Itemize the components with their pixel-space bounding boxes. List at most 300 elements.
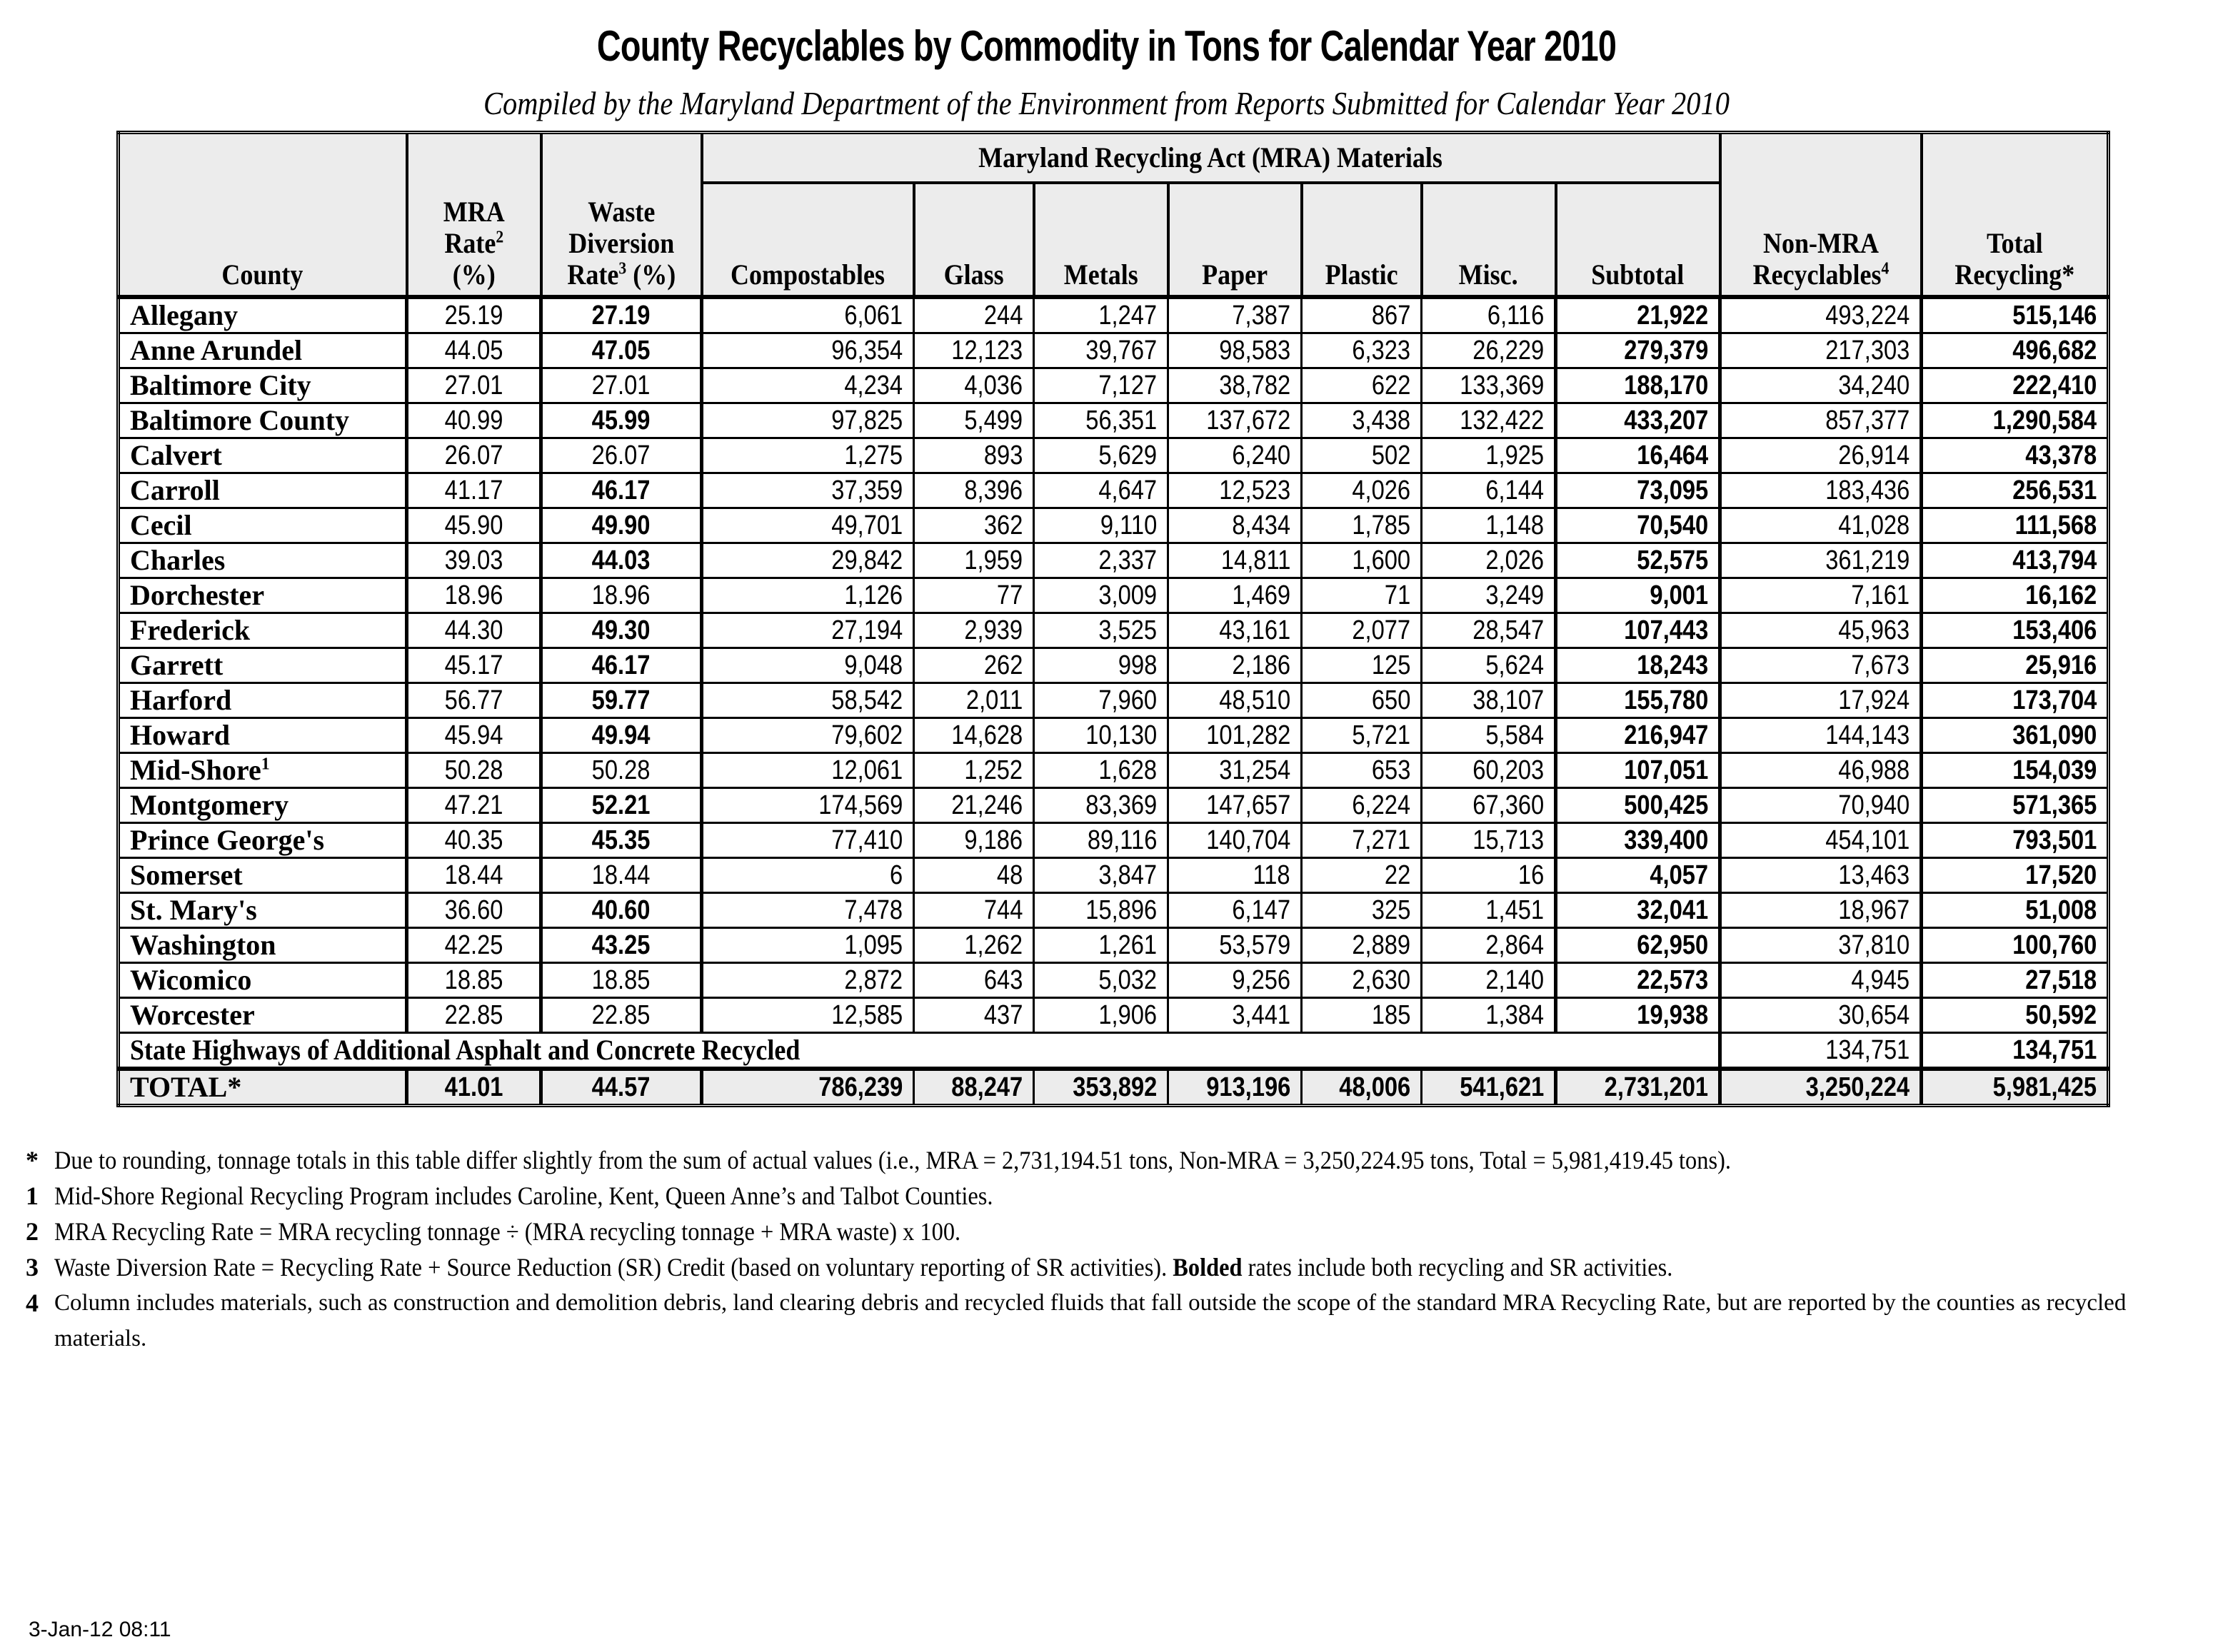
cell-misc: 2,864 xyxy=(1422,928,1556,963)
cell-plastic: 7,271 xyxy=(1302,823,1422,858)
cell-subtotal: 73,095 xyxy=(1556,473,1720,508)
cell-mra-rate: 25.19 xyxy=(407,297,541,333)
table-row xyxy=(119,648,2109,683)
cell-waste-diversion-rate: 18.44 xyxy=(541,858,702,893)
header-non-mra-recyclables: Non-MRA Recyclables$^4$ xyxy=(1720,133,1922,298)
cell-mra-rate: 18.44 xyxy=(407,858,541,893)
cell-total: 793,501 xyxy=(1922,823,2109,858)
header-subtotal: Subtotal xyxy=(1556,183,1720,297)
cell-total: 25,916 xyxy=(1922,648,2109,683)
cell-paper: 8,434 xyxy=(1168,508,1302,543)
cell-total: 173,704 xyxy=(1922,683,2109,718)
cell-county: Calvert xyxy=(119,438,407,473)
cell-mra-rate: 41.17 xyxy=(407,473,541,508)
cell-compostables: 58,542 xyxy=(702,683,914,718)
cell-waste-diversion-rate: 59.77 xyxy=(541,683,702,718)
cell-mra-rate: 40.35 xyxy=(407,823,541,858)
cell-waste-diversion-rate: 50.28 xyxy=(541,753,702,788)
table-row xyxy=(119,928,2109,963)
cell-paper: 140,704 xyxy=(1168,823,1302,858)
cell-non-mra: 4,945 xyxy=(1720,963,1922,998)
cell-metals: 7,960 xyxy=(1034,683,1168,718)
cell-waste-diversion-rate: 27.01 xyxy=(541,368,702,403)
table-row xyxy=(119,297,2109,333)
cell-waste-diversion-rate: 18.85 xyxy=(541,963,702,998)
total-paper: 913,196 xyxy=(1168,1069,1302,1106)
cell-plastic: 325 xyxy=(1302,893,1422,928)
cell-non-mra: 7,161 xyxy=(1720,578,1922,613)
cell-subtotal: 107,051 xyxy=(1556,753,1720,788)
page-title: County Recyclables by Commodity in Tons for Calendar Year 2010 xyxy=(596,22,1617,70)
cell-total: 571,365 xyxy=(1922,788,2109,823)
cell-mra-rate: 42.25 xyxy=(407,928,541,963)
cell-glass: 893 xyxy=(914,438,1034,473)
cell-waste-diversion-rate: 49.30 xyxy=(541,613,702,648)
cell-non-mra: 34,240 xyxy=(1720,368,1922,403)
cell-non-mra: 30,654 xyxy=(1720,998,1922,1033)
cell-plastic: 867 xyxy=(1302,297,1422,333)
cell-paper: 31,254 xyxy=(1168,753,1302,788)
cell-plastic: 1,600 xyxy=(1302,543,1422,578)
cell-non-mra: 493,224 xyxy=(1720,297,1922,333)
cell-non-mra: 361,219 xyxy=(1720,543,1922,578)
cell-compostables: 1,126 xyxy=(702,578,914,613)
cell-compostables: 27,194 xyxy=(702,613,914,648)
footnote-3: 3 Waste Diversion Rate = Recycling Rate + Source Reduction (SR) Credit (based on voluntary reporting of SR activities). Bolded rates include both recycling and SR activities. xyxy=(26,1253,1673,1281)
cell-total: 17,520 xyxy=(1922,858,2109,893)
header-waste-diversion-rate: Waste Diversion Rate$^3$ (%) xyxy=(541,133,702,298)
total-metals: 353,892 xyxy=(1034,1069,1168,1106)
cell-subtotal: 62,950 xyxy=(1556,928,1720,963)
cell-county: Baltimore County xyxy=(119,403,407,438)
cell-plastic: 4,026 xyxy=(1302,473,1422,508)
cell-metals: 10,130 xyxy=(1034,718,1168,753)
cell-subtotal: 107,443 xyxy=(1556,613,1720,648)
cell-mra-rate: 47.21 xyxy=(407,788,541,823)
cell-total: 496,682 xyxy=(1922,333,2109,368)
cell-glass: 4,036 xyxy=(914,368,1034,403)
cell-compostables: 2,872 xyxy=(702,963,914,998)
cell-subtotal: 21,922 xyxy=(1556,297,1720,333)
cell-mra-rate: 18.85 xyxy=(407,963,541,998)
cell-county: Worcester xyxy=(119,998,407,1033)
cell-county: Prince George's xyxy=(119,823,407,858)
cell-metals: 1,261 xyxy=(1034,928,1168,963)
cell-non-mra: 70,940 xyxy=(1720,788,1922,823)
cell-compostables: 12,061 xyxy=(702,753,914,788)
cell-misc: 38,107 xyxy=(1422,683,1556,718)
cell-county: Baltimore City xyxy=(119,368,407,403)
cell-misc: 1,148 xyxy=(1422,508,1556,543)
cell-compostables: 96,354 xyxy=(702,333,914,368)
cell-mra-rate: 45.17 xyxy=(407,648,541,683)
cell-glass: 77 xyxy=(914,578,1034,613)
cell-plastic: 3,438 xyxy=(1302,403,1422,438)
cell-plastic: 2,889 xyxy=(1302,928,1422,963)
cell-county: Somerset xyxy=(119,858,407,893)
total-subtotal: 2,731,201 xyxy=(1556,1069,1720,1106)
cell-waste-diversion-rate: 45.99 xyxy=(541,403,702,438)
cell-metals: 56,351 xyxy=(1034,403,1168,438)
footnotes xyxy=(26,1142,2197,1356)
header-total-recycling: Total Recycling* xyxy=(1922,133,2109,298)
cell-metals: 2,337 xyxy=(1034,543,1168,578)
cell-non-mra: 17,924 xyxy=(1720,683,1922,718)
cell-metals: 83,369 xyxy=(1034,788,1168,823)
cell-subtotal: 155,780 xyxy=(1556,683,1720,718)
cell-misc: 2,026 xyxy=(1422,543,1556,578)
cell-waste-diversion-rate: 49.94 xyxy=(541,718,702,753)
cell-subtotal: 9,001 xyxy=(1556,578,1720,613)
cell-non-mra: 46,988 xyxy=(1720,753,1922,788)
cell-mra-rate: 22.85 xyxy=(407,998,541,1033)
cell-metals: 39,767 xyxy=(1034,333,1168,368)
table-row xyxy=(119,613,2109,648)
total-row xyxy=(119,1069,2109,1106)
cell-glass: 48 xyxy=(914,858,1034,893)
cell-non-mra: 37,810 xyxy=(1720,928,1922,963)
cell-total: 413,794 xyxy=(1922,543,2109,578)
cell-mra-rate: 40.99 xyxy=(407,403,541,438)
table-row xyxy=(119,718,2109,753)
cell-county: Wicomico xyxy=(119,963,407,998)
cell-misc: 1,925 xyxy=(1422,438,1556,473)
cell-compostables: 12,585 xyxy=(702,998,914,1033)
cell-glass: 5,499 xyxy=(914,403,1034,438)
cell-misc: 6,116 xyxy=(1422,297,1556,333)
cell-waste-diversion-rate: 43.25 xyxy=(541,928,702,963)
footnote-4: 4 Column includes materials, such as construction and demolition debris, land clearing debris and recycled fluids that fall outside the scope of the standard MRA Recycling Rate, but are reported by the counties as recycled materials. xyxy=(26,1289,2127,1351)
table-row xyxy=(119,963,2109,998)
cell-total: 100,760 xyxy=(1922,928,2109,963)
cell-paper: 7,387 xyxy=(1168,297,1302,333)
header-paper: Paper xyxy=(1168,183,1302,297)
total-wdr: 44.57 xyxy=(541,1069,702,1106)
cell-compostables: 49,701 xyxy=(702,508,914,543)
cell-total: 515,146 xyxy=(1922,297,2109,333)
cell-glass: 8,396 xyxy=(914,473,1034,508)
cell-subtotal: 19,938 xyxy=(1556,998,1720,1033)
cell-paper: 48,510 xyxy=(1168,683,1302,718)
cell-misc: 67,360 xyxy=(1422,788,1556,823)
total-non-mra: 3,250,224 xyxy=(1720,1069,1922,1106)
table-row xyxy=(119,823,2109,858)
recyclables-table xyxy=(116,131,2110,1107)
cell-metals: 4,647 xyxy=(1034,473,1168,508)
header-mra-rate: MRA Rate$^2$ (%) xyxy=(407,133,541,298)
cell-total: 51,008 xyxy=(1922,893,2109,928)
cell-subtotal: 70,540 xyxy=(1556,508,1720,543)
cell-county: Montgomery xyxy=(119,788,407,823)
cell-county: Washington xyxy=(119,928,407,963)
cell-misc: 2,140 xyxy=(1422,963,1556,998)
total-glass: 88,247 xyxy=(914,1069,1034,1106)
cell-paper: 2,186 xyxy=(1168,648,1302,683)
cell-compostables: 6,061 xyxy=(702,297,914,333)
page-subtitle: Compiled by the Maryland Department of the Environment from Reports Submitted for Calendar Year 2010 xyxy=(483,85,1730,121)
cell-waste-diversion-rate: 26.07 xyxy=(541,438,702,473)
cell-plastic: 5,721 xyxy=(1302,718,1422,753)
cell-paper: 6,240 xyxy=(1168,438,1302,473)
total-misc: 541,621 xyxy=(1422,1069,1556,1106)
cell-paper: 6,147 xyxy=(1168,893,1302,928)
cell-compostables: 7,478 xyxy=(702,893,914,928)
cell-plastic: 653 xyxy=(1302,753,1422,788)
print-timestamp: 3-Jan-12 08:11 xyxy=(29,1618,171,1641)
cell-mra-rate: 56.77 xyxy=(407,683,541,718)
cell-paper: 118 xyxy=(1168,858,1302,893)
cell-subtotal: 500,425 xyxy=(1556,788,1720,823)
cell-glass: 9,186 xyxy=(914,823,1034,858)
cell-total: 361,090 xyxy=(1922,718,2109,753)
cell-total: 222,410 xyxy=(1922,368,2109,403)
cell-non-mra: 41,028 xyxy=(1720,508,1922,543)
cell-non-mra: 217,303 xyxy=(1720,333,1922,368)
cell-metals: 15,896 xyxy=(1034,893,1168,928)
cell-misc: 1,384 xyxy=(1422,998,1556,1033)
cell-misc: 6,144 xyxy=(1422,473,1556,508)
cell-county: St. Mary's xyxy=(119,893,407,928)
state-highways-label: State Highways of Additional Asphalt and Concrete Recycled xyxy=(119,1033,1720,1069)
cell-compostables: 79,602 xyxy=(702,718,914,753)
cell-county: Allegany xyxy=(119,297,407,333)
cell-plastic: 22 xyxy=(1302,858,1422,893)
cell-glass: 1,252 xyxy=(914,753,1034,788)
cell-subtotal: 216,947 xyxy=(1556,718,1720,753)
cell-county: Carroll xyxy=(119,473,407,508)
footnote-1: 1 Mid-Shore Regional Recycling Program includes Caroline, Kent, Queen Anne’s and Talbot Counties. xyxy=(26,1182,993,1210)
cell-total: 153,406 xyxy=(1922,613,2109,648)
cell-compostables: 1,095 xyxy=(702,928,914,963)
cell-compostables: 9,048 xyxy=(702,648,914,683)
cell-paper: 53,579 xyxy=(1168,928,1302,963)
cell-paper: 9,256 xyxy=(1168,963,1302,998)
cell-non-mra: 45,963 xyxy=(1720,613,1922,648)
cell-metals: 1,628 xyxy=(1034,753,1168,788)
cell-county: Frederick xyxy=(119,613,407,648)
cell-compostables: 77,410 xyxy=(702,823,914,858)
cell-non-mra: 18,967 xyxy=(1720,893,1922,928)
cell-county: Harford xyxy=(119,683,407,718)
total-total: 5,981,425 xyxy=(1922,1069,2109,1106)
cell-waste-diversion-rate: 47.05 xyxy=(541,333,702,368)
cell-plastic: 6,224 xyxy=(1302,788,1422,823)
cell-misc: 5,624 xyxy=(1422,648,1556,683)
cell-glass: 12,123 xyxy=(914,333,1034,368)
cell-county: Howard xyxy=(119,718,407,753)
cell-plastic: 185 xyxy=(1302,998,1422,1033)
cell-total: 256,531 xyxy=(1922,473,2109,508)
table-row xyxy=(119,508,2109,543)
cell-mra-rate: 44.30 xyxy=(407,613,541,648)
table-row xyxy=(119,403,2109,438)
cell-misc: 5,584 xyxy=(1422,718,1556,753)
cell-subtotal: 433,207 xyxy=(1556,403,1720,438)
cell-non-mra: 26,914 xyxy=(1720,438,1922,473)
cell-glass: 2,011 xyxy=(914,683,1034,718)
cell-misc: 132,422 xyxy=(1422,403,1556,438)
cell-non-mra: 7,673 xyxy=(1720,648,1922,683)
cell-paper: 101,282 xyxy=(1168,718,1302,753)
cell-glass: 21,246 xyxy=(914,788,1034,823)
cell-county: Anne Arundel xyxy=(119,333,407,368)
table-row xyxy=(119,753,2109,788)
header-compostables: Compostables xyxy=(702,183,914,297)
cell-metals: 89,116 xyxy=(1034,823,1168,858)
cell-compostables: 37,359 xyxy=(702,473,914,508)
cell-waste-diversion-rate: 22.85 xyxy=(541,998,702,1033)
table-row xyxy=(119,998,2109,1033)
header-glass: Glass xyxy=(914,183,1034,297)
cell-plastic: 2,077 xyxy=(1302,613,1422,648)
cell-glass: 1,262 xyxy=(914,928,1034,963)
cell-metals: 5,629 xyxy=(1034,438,1168,473)
cell-subtotal: 339,400 xyxy=(1556,823,1720,858)
cell-county: Garrett xyxy=(119,648,407,683)
cell-plastic: 6,323 xyxy=(1302,333,1422,368)
cell-paper: 12,523 xyxy=(1168,473,1302,508)
cell-plastic: 71 xyxy=(1302,578,1422,613)
cell-plastic: 2,630 xyxy=(1302,963,1422,998)
cell-total: 16,162 xyxy=(1922,578,2109,613)
cell-non-mra: 183,436 xyxy=(1720,473,1922,508)
cell-total: 111,568 xyxy=(1922,508,2109,543)
table-row xyxy=(119,578,2109,613)
cell-waste-diversion-rate: 44.03 xyxy=(541,543,702,578)
total-plastic: 48,006 xyxy=(1302,1069,1422,1106)
cell-subtotal: 22,573 xyxy=(1556,963,1720,998)
table-row xyxy=(119,893,2109,928)
cell-total: 1,290,584 xyxy=(1922,403,2109,438)
cell-compostables: 6 xyxy=(702,858,914,893)
cell-paper: 43,161 xyxy=(1168,613,1302,648)
cell-waste-diversion-rate: 45.35 xyxy=(541,823,702,858)
cell-misc: 133,369 xyxy=(1422,368,1556,403)
cell-mra-rate: 50.28 xyxy=(407,753,541,788)
table-row xyxy=(119,368,2109,403)
cell-plastic: 502 xyxy=(1302,438,1422,473)
cell-total: 134,751 xyxy=(1922,1033,2109,1069)
cell-total: 50,592 xyxy=(1922,998,2109,1033)
cell-subtotal: 4,057 xyxy=(1556,858,1720,893)
table-row xyxy=(119,543,2109,578)
cell-compostables: 97,825 xyxy=(702,403,914,438)
cell-non-mra: 13,463 xyxy=(1720,858,1922,893)
cell-non-mra: 857,377 xyxy=(1720,403,1922,438)
cell-glass: 14,628 xyxy=(914,718,1034,753)
header-misc: Misc. xyxy=(1422,183,1556,297)
cell-glass: 437 xyxy=(914,998,1034,1033)
cell-metals: 3,847 xyxy=(1034,858,1168,893)
cell-plastic: 650 xyxy=(1302,683,1422,718)
cell-metals: 3,525 xyxy=(1034,613,1168,648)
table-row xyxy=(119,438,2109,473)
cell-mra-rate: 18.96 xyxy=(407,578,541,613)
cell-misc: 26,229 xyxy=(1422,333,1556,368)
cell-county: Charles xyxy=(119,543,407,578)
cell-paper: 3,441 xyxy=(1168,998,1302,1033)
total-compostables: 786,239 xyxy=(702,1069,914,1106)
cell-misc: 60,203 xyxy=(1422,753,1556,788)
cell-non-mra: 454,101 xyxy=(1720,823,1922,858)
cell-compostables: 1,275 xyxy=(702,438,914,473)
table-row xyxy=(119,473,2109,508)
cell-metals: 5,032 xyxy=(1034,963,1168,998)
footnote-2: 2 MRA Recycling Rate = MRA recycling tonnage ÷ (MRA recycling tonnage + MRA waste) x 100. xyxy=(26,1217,961,1246)
cell-paper: 147,657 xyxy=(1168,788,1302,823)
cell-glass: 643 xyxy=(914,963,1034,998)
cell-waste-diversion-rate: 46.17 xyxy=(541,648,702,683)
cell-metals: 998 xyxy=(1034,648,1168,683)
cell-county: Cecil xyxy=(119,508,407,543)
cell-waste-diversion-rate: 49.90 xyxy=(541,508,702,543)
cell-paper: 137,672 xyxy=(1168,403,1302,438)
cell-glass: 244 xyxy=(914,297,1034,333)
cell-metals: 7,127 xyxy=(1034,368,1168,403)
header-plastic: Plastic xyxy=(1302,183,1422,297)
cell-paper: 14,811 xyxy=(1168,543,1302,578)
cell-paper: 38,782 xyxy=(1168,368,1302,403)
cell-subtotal: 188,170 xyxy=(1556,368,1720,403)
cell-total: 154,039 xyxy=(1922,753,2109,788)
cell-mra-rate: 36.60 xyxy=(407,893,541,928)
cell-mra-rate: 27.01 xyxy=(407,368,541,403)
cell-total: 43,378 xyxy=(1922,438,2109,473)
cell-county: Mid-Shore$^1$ xyxy=(119,753,407,788)
cell-metals: 3,009 xyxy=(1034,578,1168,613)
cell-waste-diversion-rate: 27.19 xyxy=(541,297,702,333)
cell-metals: 9,110 xyxy=(1034,508,1168,543)
cell-glass: 362 xyxy=(914,508,1034,543)
cell-misc: 1,451 xyxy=(1422,893,1556,928)
state-highways-row xyxy=(119,1033,2109,1069)
cell-glass: 1,959 xyxy=(914,543,1034,578)
cell-metals: 1,247 xyxy=(1034,297,1168,333)
cell-misc: 15,713 xyxy=(1422,823,1556,858)
cell-glass: 2,939 xyxy=(914,613,1034,648)
cell-misc: 3,249 xyxy=(1422,578,1556,613)
cell-non-mra: 144,143 xyxy=(1720,718,1922,753)
cell-glass: 262 xyxy=(914,648,1034,683)
cell-waste-diversion-rate: 18.96 xyxy=(541,578,702,613)
table-row xyxy=(119,683,2109,718)
table-body xyxy=(119,297,2109,1033)
cell-compostables: 4,234 xyxy=(702,368,914,403)
header-mra-materials-group: Maryland Recycling Act (MRA) Materials xyxy=(702,133,1720,183)
cell-subtotal: 279,379 xyxy=(1556,333,1720,368)
header-metals: Metals xyxy=(1034,183,1168,297)
cell-county: Dorchester xyxy=(119,578,407,613)
footnote-asterisk: * Due to rounding, tonnage totals in this table differ slightly from the sum of actual values (i.e., MRA = 2,731,194.51 tons, Non-MRA = 3,250,224.95 tons, Total = 5,981,419.45 tons). xyxy=(26,1146,1731,1174)
cell-subtotal: 32,041 xyxy=(1556,893,1720,928)
cell-mra-rate: 45.94 xyxy=(407,718,541,753)
total-label: TOTAL* xyxy=(119,1069,407,1106)
table-row xyxy=(119,858,2109,893)
cell-plastic: 622 xyxy=(1302,368,1422,403)
cell-subtotal: 52,575 xyxy=(1556,543,1720,578)
cell-mra-rate: 44.05 xyxy=(407,333,541,368)
cell-glass: 744 xyxy=(914,893,1034,928)
cell-subtotal: 18,243 xyxy=(1556,648,1720,683)
header-county: County xyxy=(119,133,407,298)
cell-waste-diversion-rate: 52.21 xyxy=(541,788,702,823)
cell-waste-diversion-rate: 40.60 xyxy=(541,893,702,928)
cell-mra-rate: 26.07 xyxy=(407,438,541,473)
cell-plastic: 1,785 xyxy=(1302,508,1422,543)
table-row xyxy=(119,788,2109,823)
table-row xyxy=(119,333,2109,368)
cell-mra-rate: 39.03 xyxy=(407,543,541,578)
